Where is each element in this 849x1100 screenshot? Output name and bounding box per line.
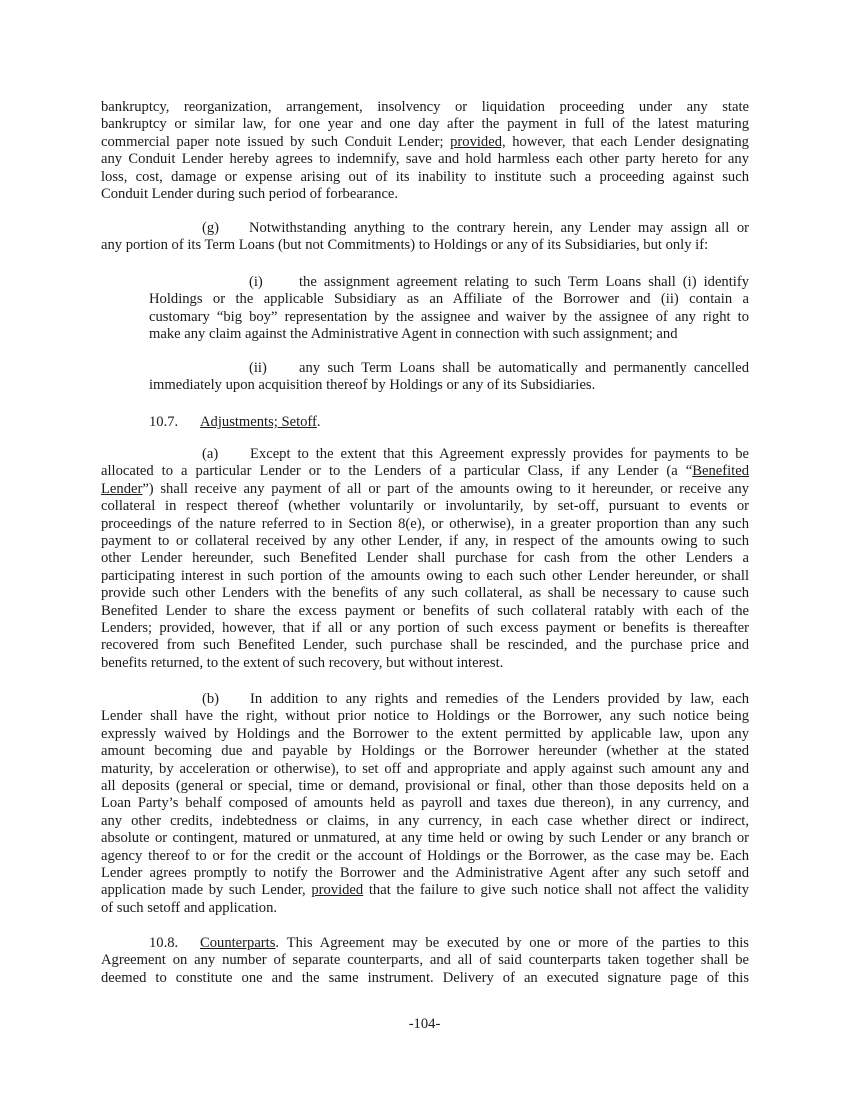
text-line: other Lender hereunder, such Benefited Lender shall purchase for cash from the other Lenders a: [101, 550, 749, 567]
paragraph-a: [101, 446, 749, 672]
text-line: Lenders; provided, however, that if all or any portion of such excess payment or benefits is thereafter: [101, 620, 749, 637]
text-line: application made by such Lender, provided that the failure to give such notice shall not affect the validity: [101, 882, 749, 899]
paragraph-g: [101, 220, 749, 255]
text-line: expressly waived by Holdings and the Borrower to the extent permitted by applicable law, upon any: [101, 725, 749, 742]
text-line: benefits returned, to the extent of such recovery, but without interest.: [101, 654, 504, 671]
text-line: maturity, by acceleration or otherwise), to set off and appropriate and apply against such amount any and: [101, 760, 749, 777]
text-line: proceedings of the nature referred to in Section 8(e), or otherwise), in a greater proportion than any such: [101, 515, 749, 532]
clause-label: (b): [202, 691, 220, 707]
text-line: deemed to constitute one and the same instrument. Delivery of an executed signature page of this: [101, 969, 749, 986]
text-line: of such setoff and application.: [101, 899, 278, 916]
text-line: amount becoming due and payable by Holdings or the Borrower hereunder (whether at the stated: [101, 743, 749, 760]
text-line: (b) In addition to any rights and remedies of the Lenders provided by law, each: [202, 691, 749, 707]
defined-term-lender: Lender: [101, 480, 143, 497]
text-line: (a) Except to the extent that this Agreement expressly provides for payments to be: [202, 446, 749, 462]
text-line: Loan Party’s behalf composed of amounts held as payroll and taxes due thereon), in any currency, and: [101, 795, 749, 812]
text-line: (g) Notwithstanding anything to the contrary herein, any Lender may assign all or: [202, 220, 749, 236]
text-line: Agreement on any number of separate counterparts, and all of said counterparts taken together shall be: [101, 952, 749, 969]
section-number: 10.7.: [149, 414, 179, 430]
paragraph-10-8: [101, 935, 749, 987]
clause-label: (i): [249, 274, 263, 290]
text-line: Conduit Lender during such period of forbearance.: [101, 186, 399, 203]
clause-label: (ii): [249, 360, 267, 376]
text-line: any portion of its Term Loans (but not Commitments) to Holdings or any of its Subsidiaries, but only if:: [101, 237, 709, 254]
text-line: loss, cost, damage or expense arising out of its inability to institute such a proceeding against such: [101, 168, 749, 185]
paragraph-ii: [149, 360, 749, 395]
text-line: 10.8. Counterparts. This Agreement may be executed by one or more of the parties to this: [149, 935, 749, 951]
text-line: Benefited Lender to share the excess payment or benefits of such collateral ratably with each of the: [101, 602, 749, 619]
text-line: customary “big boy” representation by the assignee and waiver by the assignee of any right to: [149, 308, 749, 325]
paragraph-b: [101, 691, 749, 917]
text-line: any Conduit Lender hereby agrees to indemnify, save and hold harmless each other party hereto for any: [101, 151, 749, 168]
defined-term-benefited: Benefited: [692, 463, 749, 480]
text-line: Lender”) shall receive any payment of all or part of the amounts owing to it hereunder, or receive any: [101, 480, 749, 497]
provided-term: provided: [311, 882, 364, 899]
page-number: -104-: [408, 1016, 441, 1032]
section-title: Adjustments; Setoff: [200, 414, 317, 430]
text-line: bankruptcy or similar law, for one year and one day after the payment in full of the latest maturing: [101, 116, 749, 133]
paragraph-i: [149, 274, 749, 344]
section-heading-10-7: 10.7. Adjustments; Setoff.: [149, 414, 321, 430]
clause-label: (g): [202, 220, 220, 236]
text-line: (i) the assignment agreement relating to such Term Loans shall (i) identify: [249, 274, 749, 290]
text-line: participating interest in such portion of the amounts owing to each such other Lender hereunder, or shall: [101, 567, 749, 584]
provided-term: provided,: [450, 133, 506, 150]
text-line: Holdings or the applicable Subsidiary as an Affiliate of the Borrower and (ii) contain a: [149, 291, 749, 308]
text-line: payment to or collateral received by any other Lender, if any, in respect of the amounts owing to such: [101, 533, 749, 550]
text-line: absolute or contingent, matured or unmatured, at any time held or owing by such Lender or any branch or: [101, 830, 749, 847]
text-line: commercial paper note issued by such Conduit Lender; provided, however, that each Lender designating: [101, 133, 749, 150]
text-line: immediately upon acquisition thereof by Holdings or any of its Subsidiaries.: [149, 377, 596, 394]
text-line: make any claim against the Administrative Agent in connection with such assignment; and: [149, 326, 678, 343]
text-line: any other credits, indebtedness or claims, in any currency, in each case whether direct or indirect,: [101, 812, 749, 829]
text-line: (ii) any such Term Loans shall be automatically and permanently cancelled: [249, 360, 749, 376]
text-line: Lender agrees promptly to notify the Borrower and the Administrative Agent after any such setoff and: [101, 865, 749, 882]
text-line: Lender shall have the right, without prior notice to Holdings or the Borrower, any such notice being: [101, 708, 749, 725]
text-line: allocated to a particular Lender or to the Lenders of a particular Class, if any Lender (a “Benefited: [101, 463, 749, 480]
clause-label: (a): [202, 446, 219, 462]
text-line: recovered from such Benefited Lender, such purchase shall be rescinded, and the purchase price and: [101, 637, 749, 654]
text-line: provide such other Lenders with the benefits of any such collateral, as shall be necessary to cause such: [101, 585, 749, 602]
text-line: bankruptcy, reorganization, arrangement, insolvency or liquidation proceeding under any state: [101, 99, 749, 115]
paragraph-conduit-lender: [101, 99, 749, 203]
section-number: 10.8.: [149, 935, 179, 951]
text-line: all deposits (general or special, time or demand, provisional or final, other than those deposits held on a: [101, 778, 749, 795]
section-title: Counterparts: [200, 935, 276, 951]
text-line: agency thereof to or for the credit or the account of Holdings or the Borrower, as the case may be. Each: [101, 847, 749, 864]
text-line: collateral in respect thereof (whether voluntarily or involuntarily, by set-off, pursuant to events or: [101, 498, 749, 515]
